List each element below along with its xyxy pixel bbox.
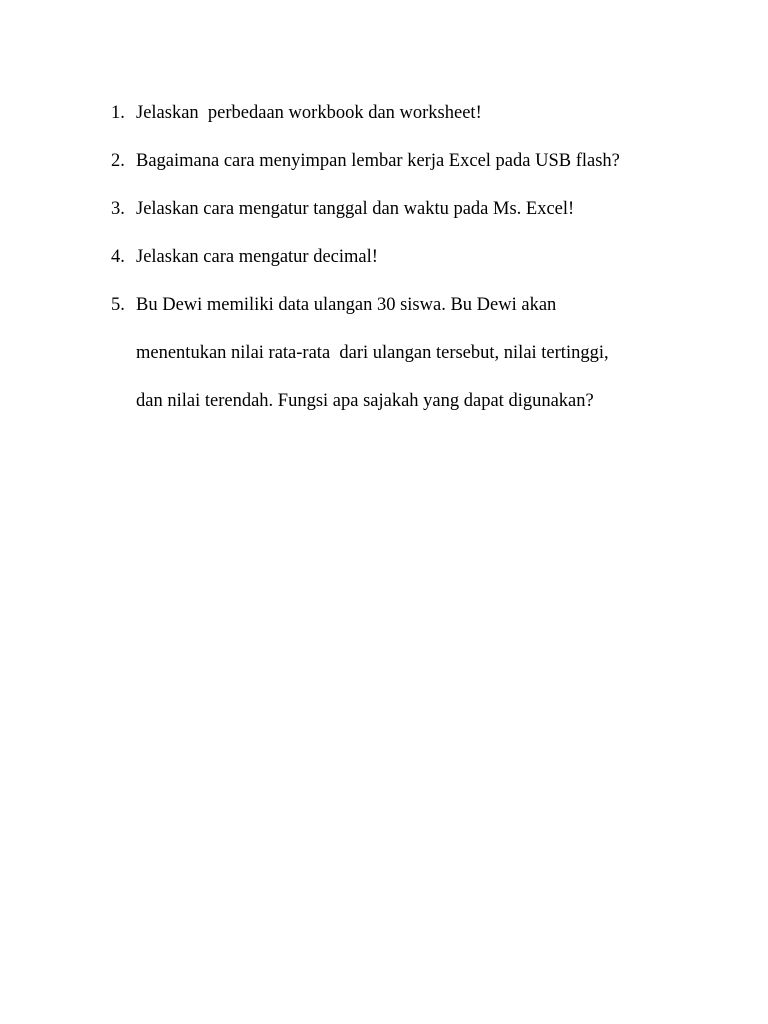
question-text: Bagaimana cara menyimpan lembar kerja Excel pada USB flash? (136, 151, 620, 171)
question-list (111, 89, 711, 425)
question-number: 2. (111, 151, 125, 171)
question-number: 3. (111, 199, 125, 219)
question-text-line-2: menentukan nilai rata-rata dari ulangan tersebut, nilai tertinggi, (136, 343, 609, 363)
question-item-2 (111, 137, 711, 185)
question-item-4 (111, 233, 711, 281)
question-number: 5. (111, 295, 125, 315)
question-text-line-1: Bu Dewi memiliki data ulangan 30 siswa. Bu Dewi akan (136, 295, 557, 315)
question-item-5 (111, 281, 711, 425)
question-text: Jelaskan cara mengatur tanggal dan waktu pada Ms. Excel! (136, 199, 575, 219)
question-text: Jelaskan cara mengatur decimal! (136, 247, 378, 267)
question-number: 1. (111, 103, 125, 123)
question-item-3 (111, 185, 711, 233)
question-item-1 (111, 89, 711, 137)
question-number: 4. (111, 247, 125, 267)
question-text-line-3: dan nilai terendah. Fungsi apa sajakah yang dapat digunakan? (136, 391, 594, 411)
question-text: Jelaskan perbedaan workbook dan worksheet! (136, 103, 482, 123)
